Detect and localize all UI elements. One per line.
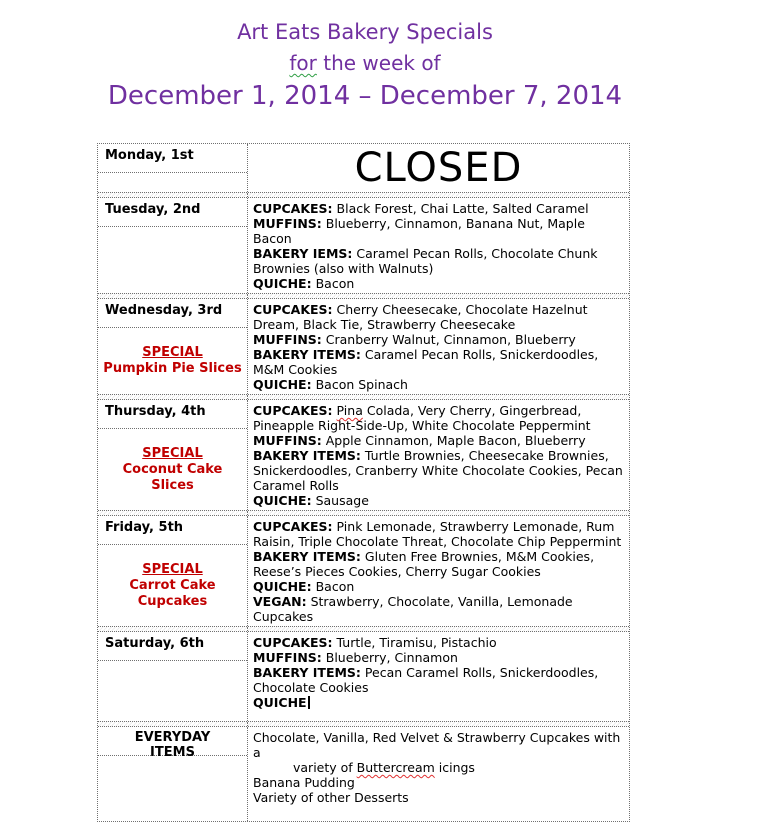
- text-run: the week of: [316, 51, 441, 75]
- row-friday: [98, 516, 629, 626]
- menu-content-cell[interactable]: [248, 198, 629, 293]
- menu-line: [253, 347, 623, 377]
- menu-content-cell[interactable]: [248, 516, 629, 626]
- category-label: QUICHE:: [253, 377, 312, 392]
- menu-line: [253, 493, 623, 508]
- special-badge: SPECIAL Carrot Cake Cupcakes: [129, 561, 216, 609]
- special-cell[interactable]: [98, 756, 247, 821]
- separator-left-segment: [98, 722, 248, 726]
- menu-line: [253, 403, 623, 433]
- menu-line: [253, 448, 623, 493]
- category-label: MUFFINS:: [253, 332, 322, 347]
- special-badge: SPECIAL Coconut Cake Slices: [122, 445, 223, 493]
- menu-content-cell[interactable]: [248, 632, 629, 721]
- category-label: CUPCAKES:: [253, 635, 333, 650]
- separator-right-segment: [248, 627, 629, 631]
- day-label[interactable]: Friday, 5th: [98, 516, 247, 545]
- special-label: SPECIAL: [142, 345, 203, 360]
- separator-left-segment: [98, 511, 248, 515]
- page-subtitle: [60, 49, 670, 78]
- menu-content-cell[interactable]: [248, 400, 629, 510]
- text-run: Pink Lemonade, Strawberry Lemonade, Rum Raisin, Triple Chocolate Threat, Chocolate Chip Peppermint: [253, 519, 622, 549]
- special-cell[interactable]: [98, 173, 247, 192]
- misspelled-word: Buttercream: [356, 760, 435, 775]
- separator-right-segment: [248, 294, 629, 298]
- row-tuesday: [98, 198, 629, 293]
- category-label: MUFFINS:: [253, 433, 322, 448]
- menu-line: [253, 433, 623, 448]
- day-label[interactable]: EVERYDAY ITEMS: [98, 727, 247, 756]
- text-run: Variety of other Desserts: [253, 790, 409, 805]
- category-label: CUPCAKES:: [253, 302, 333, 317]
- special-cell[interactable]: [98, 328, 247, 394]
- category-label: CUPCAKES:: [253, 403, 333, 418]
- menu-content-cell[interactable]: [248, 144, 629, 192]
- specials-table: [97, 143, 630, 822]
- menu-line: [253, 216, 623, 246]
- menu-line: [253, 276, 623, 291]
- day-label[interactable]: Saturday, 6th: [98, 632, 247, 661]
- text-run: Sausage: [311, 493, 369, 508]
- text-run: Caramel Pecan Rolls, Chocolate Chunk Brownies (also with Walnuts): [253, 246, 598, 276]
- menu-line: [253, 579, 623, 594]
- text-cursor: [308, 696, 310, 709]
- separator-right-segment: [248, 193, 629, 197]
- page-title: Art Eats Bakery Specials: [237, 20, 493, 44]
- text-run: Blueberry, Cinnamon, Banana Nut, Maple Bacon: [253, 216, 585, 246]
- misspelled-word: Pina: [336, 403, 363, 418]
- category-label: BAKERY ITEMS:: [253, 665, 361, 680]
- text-run: Gluten Free Brownies, M&M Cookies, Reese’s Pieces Cookies, Cherry Sugar Cookies: [253, 549, 595, 579]
- menu-line: [253, 377, 623, 392]
- special-cell[interactable]: [98, 545, 247, 626]
- category-label: MUFFINS:: [253, 216, 322, 231]
- category-label: BAKERY IEMS:: [253, 246, 353, 261]
- menu-line: [253, 665, 623, 695]
- text-run: Apple Cinnamon, Maple Bacon, Blueberry: [321, 433, 586, 448]
- day-column-cell: [98, 727, 248, 821]
- text-run: Chocolate, Vanilla, Red Velvet & Strawberry Cupcakes with a: [253, 730, 621, 760]
- text-run: variety of: [293, 760, 357, 775]
- menu-line: [253, 549, 623, 579]
- row-everyday: [98, 727, 629, 821]
- category-label: QUICHE: [253, 695, 307, 710]
- row-wednesday: [98, 299, 629, 394]
- category-label: QUICHE:: [253, 493, 312, 508]
- text-run: Blueberry, Cinnamon: [321, 650, 458, 665]
- separator-right-segment: [248, 511, 629, 515]
- menu-line: [253, 650, 623, 665]
- document-header: [60, 16, 670, 114]
- separator-left-segment: [98, 193, 248, 197]
- category-label: CUPCAKES:: [253, 519, 333, 534]
- menu-line: [253, 332, 623, 347]
- special-cell[interactable]: [98, 429, 247, 510]
- menu-content-cell[interactable]: [248, 727, 629, 821]
- text-run: Cherry Cheesecake, Chocolate Hazelnut Dream, Black Tie, Strawberry Cheesecake: [253, 302, 588, 332]
- text-run: Turtle, Tiramisu, Pistachio: [332, 635, 497, 650]
- text-run: Caramel Pecan Rolls, Snickerdoodles, M&M Cookies: [253, 347, 599, 377]
- text-run: Cranberry Walnut, Cinnamon, Blueberry: [321, 332, 576, 347]
- category-label: BAKERY ITEMS:: [253, 347, 361, 362]
- separator-right-segment: [248, 395, 629, 399]
- category-label: QUICHE:: [253, 579, 312, 594]
- menu-line: [253, 730, 623, 760]
- separator-left-segment: [98, 395, 248, 399]
- menu-line: [253, 790, 623, 805]
- text-run: Pecan Caramel Rolls, Snickerdoodles, Chocolate Cookies: [253, 665, 599, 695]
- category-label: QUICHE:: [253, 276, 312, 291]
- row-thursday: [98, 400, 629, 510]
- day-column-cell: [98, 400, 248, 510]
- special-label: SPECIAL: [142, 445, 203, 461]
- day-label[interactable]: Tuesday, 2nd: [98, 198, 247, 227]
- text-run: Banana Pudding: [253, 775, 355, 790]
- menu-line: [253, 775, 623, 790]
- text-run: Turtle Brownies, Cheesecake Brownies, Snickerdoodles, Cranberry White Chocolate Cookies, Pecan Caramel Rolls: [253, 448, 623, 493]
- day-column-cell: [98, 144, 248, 192]
- separator-left-segment: [98, 294, 248, 298]
- day-label[interactable]: Monday, 1st: [98, 144, 247, 173]
- day-column-cell: [98, 198, 248, 293]
- menu-line: [253, 302, 623, 332]
- menu-line: [253, 201, 623, 216]
- category-label: BAKERY ITEMS:: [253, 549, 361, 564]
- separator-left-segment: [98, 627, 248, 631]
- category-label: MUFFINS:: [253, 650, 322, 665]
- text-run: Colada, Very Cherry, Gingerbread, Pineapple Right-Side-Up, White Chocolate Peppermint: [253, 403, 591, 433]
- category-label: VEGAN:: [253, 594, 307, 609]
- special-badge: SPECIAL Pumpkin Pie Slices: [103, 345, 242, 376]
- special-label: SPECIAL: [142, 561, 203, 577]
- day-label[interactable]: Thursday, 4th: [98, 400, 247, 429]
- special-cell[interactable]: [98, 227, 247, 293]
- menu-line: [253, 695, 623, 710]
- day-column-cell: [98, 632, 248, 721]
- text-run: icings: [434, 760, 475, 775]
- grammar-flagged-word: for: [289, 51, 317, 75]
- day-label[interactable]: Wednesday, 3rd: [98, 299, 247, 328]
- menu-line: [253, 594, 623, 624]
- date-range: December 1, 2014 – December 7, 2014: [107, 81, 623, 111]
- category-label: BAKERY ITEMS:: [253, 448, 361, 463]
- text-run: Bacon: [311, 276, 355, 291]
- text-run: Strawberry, Chocolate, Vanilla, Lemonade Cupcakes: [253, 594, 573, 624]
- row-saturday: [98, 632, 629, 721]
- text-run: Bacon: [311, 579, 355, 594]
- menu-content-cell[interactable]: [248, 299, 629, 394]
- menu-line: [253, 519, 623, 549]
- category-label: CUPCAKES:: [253, 201, 333, 216]
- special-cell[interactable]: [98, 661, 247, 721]
- closed-notice: CLOSED: [354, 145, 523, 191]
- day-column-cell: [98, 516, 248, 626]
- menu-line: [253, 246, 623, 276]
- menu-line: [253, 635, 623, 650]
- text-run: Black Forest, Chai Latte, Salted Caramel: [332, 201, 589, 216]
- day-column-cell: [98, 299, 248, 394]
- menu-line: [253, 760, 623, 775]
- text-run: Bacon Spinach: [311, 377, 408, 392]
- row-monday: [98, 144, 629, 192]
- separator-right-segment: [248, 722, 629, 726]
